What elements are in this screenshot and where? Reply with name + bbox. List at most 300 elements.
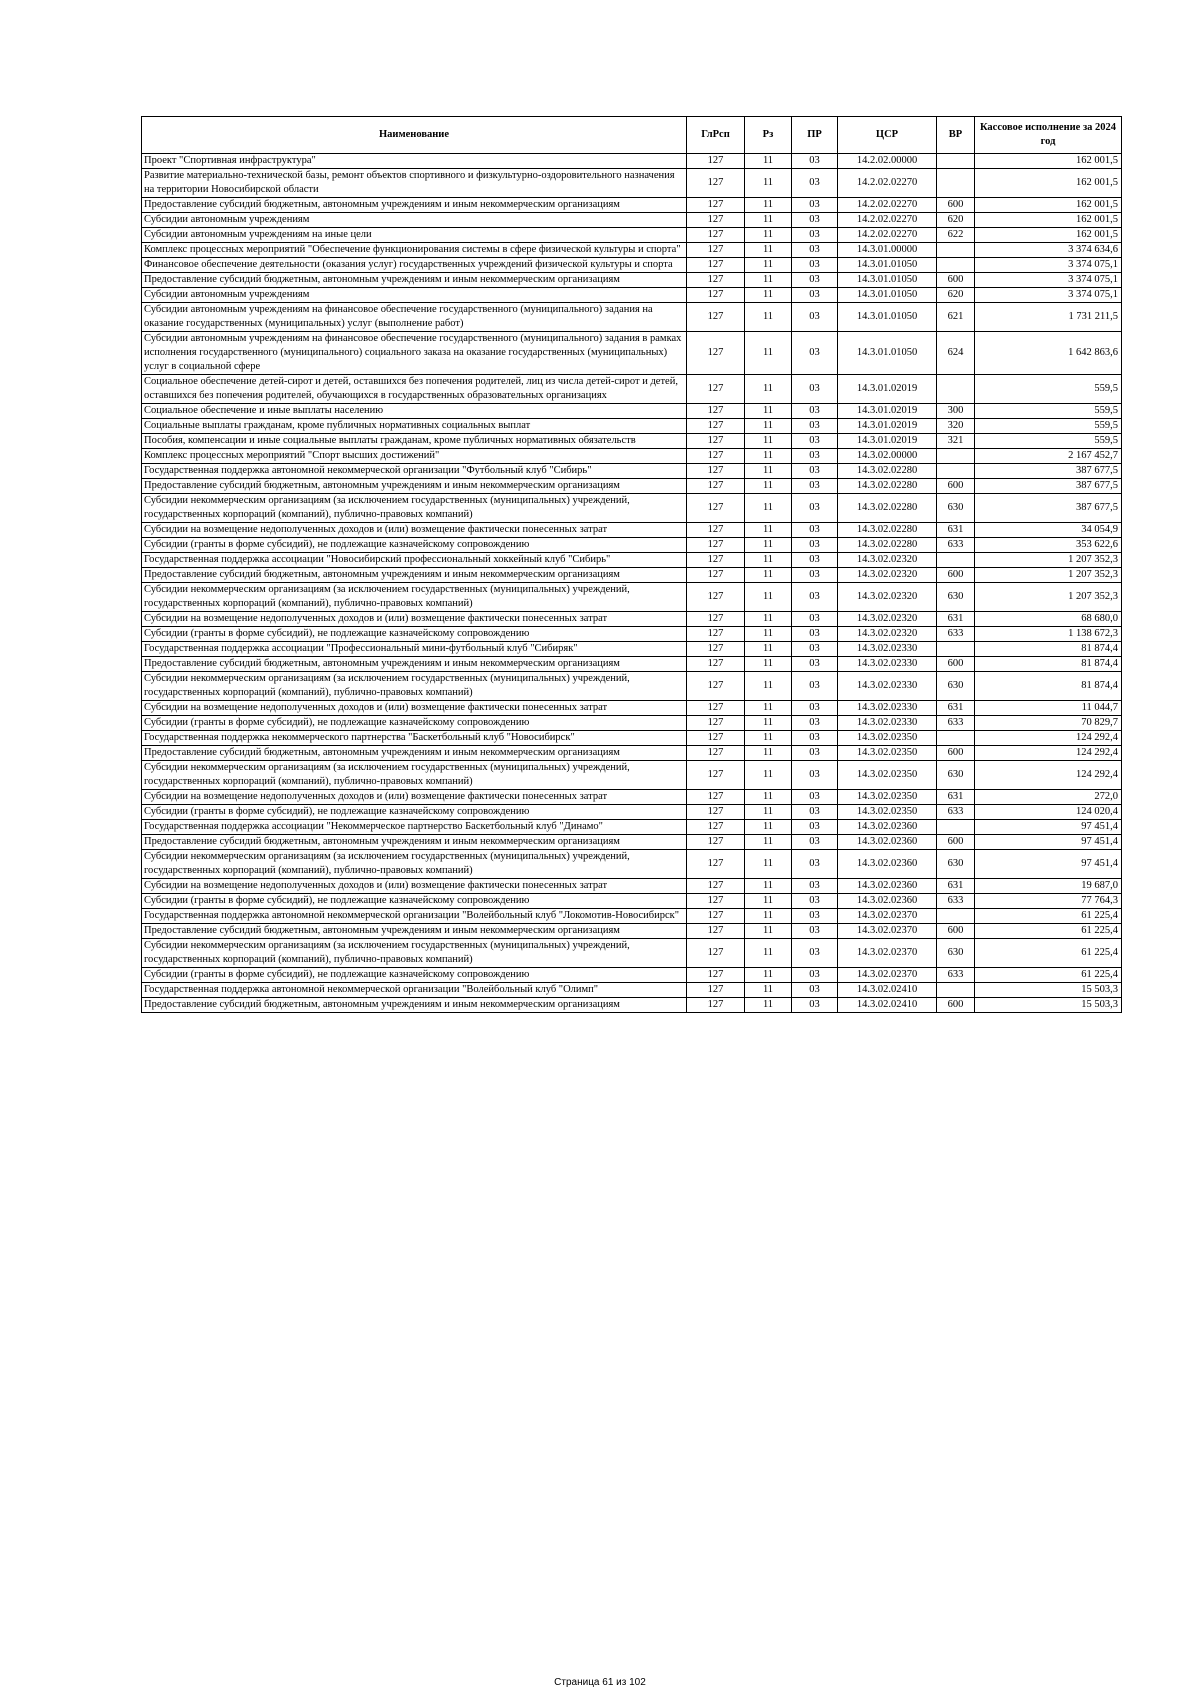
cell-vr: 624	[937, 332, 975, 375]
cell-csr: 14.3.02.02280	[838, 494, 937, 523]
cell-pr: 03	[792, 213, 838, 228]
cell-name: Государственная поддержка ассоциации "Новосибирский профессиональный хоккейный клуб "Сибирь"	[142, 553, 687, 568]
cell-name: Субсидии автономным учреждениям на финансовое обеспечение государственного (муниципального) задания на оказание государственных (муниципальных) услуг (выполнение работ)	[142, 303, 687, 332]
cell-amount: 162 001,5	[975, 228, 1122, 243]
table-header-row	[142, 117, 1122, 154]
table-row	[142, 879, 1122, 894]
cell-csr: 14.2.02.02270	[838, 228, 937, 243]
cell-name: Субсидии некоммерческим организациям (за исключением государственных (муниципальных) учреждений, государственных корпораций (компаний), публично-правовых компаний)	[142, 494, 687, 523]
cell-amount: 61 225,4	[975, 909, 1122, 924]
cell-name: Государственная поддержка автономной некоммерческой организации "Волейбольный клуб "Локомотив-Новосибирск"	[142, 909, 687, 924]
cell-rz: 11	[745, 258, 792, 273]
cell-amount: 19 687,0	[975, 879, 1122, 894]
cell-rz: 11	[745, 228, 792, 243]
cell-pr: 03	[792, 761, 838, 790]
cell-name: Субсидии на возмещение недополученных доходов и (или) возмещение фактически понесенных затрат	[142, 612, 687, 627]
cell-vr	[937, 375, 975, 404]
header-name: Наименование	[142, 117, 687, 154]
cell-vr: 600	[937, 273, 975, 288]
table-row	[142, 228, 1122, 243]
cell-glrsp: 127	[687, 213, 745, 228]
cell-rz: 11	[745, 288, 792, 303]
cell-pr: 03	[792, 568, 838, 583]
cell-glrsp: 127	[687, 198, 745, 213]
cell-glrsp: 127	[687, 538, 745, 553]
cell-glrsp: 127	[687, 642, 745, 657]
cell-csr: 14.3.02.02350	[838, 790, 937, 805]
budget-table	[141, 116, 1122, 1013]
table-row	[142, 243, 1122, 258]
cell-csr: 14.3.02.02360	[838, 850, 937, 879]
table-row	[142, 746, 1122, 761]
cell-vr	[937, 464, 975, 479]
table-row	[142, 983, 1122, 998]
cell-amount: 61 225,4	[975, 968, 1122, 983]
cell-rz: 11	[745, 198, 792, 213]
table-row	[142, 850, 1122, 879]
table-row	[142, 553, 1122, 568]
cell-amount: 353 622,6	[975, 538, 1122, 553]
cell-rz: 11	[745, 894, 792, 909]
cell-vr: 630	[937, 850, 975, 879]
cell-glrsp: 127	[687, 805, 745, 820]
cell-amount: 1 138 672,3	[975, 627, 1122, 642]
cell-name: Социальное обеспечение детей-сирот и детей, оставшихся без попечения родителей, лиц из числа детей-сирот и детей, оставшихся без попечения родителей, обучающихся в государственных образовательных организациях	[142, 375, 687, 404]
cell-vr: 631	[937, 523, 975, 538]
cell-glrsp: 127	[687, 790, 745, 805]
cell-name: Предоставление субсидий бюджетным, автономным учреждениям и иным некоммерческим организациям	[142, 924, 687, 939]
cell-pr: 03	[792, 998, 838, 1013]
cell-vr	[937, 642, 975, 657]
cell-name: Субсидии автономным учреждениям на финансовое обеспечение государственного (муниципального) задания в рамках исполнения государственного (муниципального) социального заказа на оказание государственных (муниципальных) услуг в социальной сфере	[142, 332, 687, 375]
cell-pr: 03	[792, 924, 838, 939]
cell-pr: 03	[792, 273, 838, 288]
table-row	[142, 924, 1122, 939]
table-row	[142, 273, 1122, 288]
cell-csr: 14.3.02.02320	[838, 553, 937, 568]
cell-amount: 3 374 075,1	[975, 273, 1122, 288]
cell-rz: 11	[745, 820, 792, 835]
header-rz: Рз	[745, 117, 792, 154]
cell-vr	[937, 983, 975, 998]
cell-amount: 97 451,4	[975, 835, 1122, 850]
table-row	[142, 375, 1122, 404]
cell-glrsp: 127	[687, 479, 745, 494]
cell-name: Предоставление субсидий бюджетным, автономным учреждениям и иным некоммерческим организациям	[142, 568, 687, 583]
cell-rz: 11	[745, 642, 792, 657]
cell-pr: 03	[792, 198, 838, 213]
cell-csr: 14.3.02.00000	[838, 449, 937, 464]
cell-csr: 14.3.01.01050	[838, 258, 937, 273]
cell-csr: 14.2.02.00000	[838, 154, 937, 169]
cell-glrsp: 127	[687, 404, 745, 419]
cell-name: Развитие материально-технической базы, ремонт объектов спортивного и физкультурно-оздоровительного назначения на территории Новосибирской области	[142, 169, 687, 198]
table-row	[142, 464, 1122, 479]
cell-vr	[937, 820, 975, 835]
cell-pr: 03	[792, 879, 838, 894]
cell-vr: 622	[937, 228, 975, 243]
cell-glrsp: 127	[687, 258, 745, 273]
cell-amount: 1 731 211,5	[975, 303, 1122, 332]
cell-amount: 162 001,5	[975, 169, 1122, 198]
cell-vr: 631	[937, 701, 975, 716]
cell-rz: 11	[745, 761, 792, 790]
cell-vr: 633	[937, 627, 975, 642]
cell-name: Субсидии некоммерческим организациям (за исключением государственных (муниципальных) учреждений, государственных корпораций (компаний), публично-правовых компаний)	[142, 850, 687, 879]
cell-rz: 11	[745, 494, 792, 523]
cell-pr: 03	[792, 538, 838, 553]
cell-amount: 2 167 452,7	[975, 449, 1122, 464]
table-row	[142, 731, 1122, 746]
table-body	[142, 154, 1122, 1013]
cell-csr: 14.3.02.02330	[838, 657, 937, 672]
cell-glrsp: 127	[687, 627, 745, 642]
cell-pr: 03	[792, 169, 838, 198]
cell-csr: 14.3.01.02019	[838, 404, 937, 419]
cell-vr: 600	[937, 198, 975, 213]
cell-pr: 03	[792, 303, 838, 332]
cell-csr: 14.3.01.02019	[838, 419, 937, 434]
cell-glrsp: 127	[687, 731, 745, 746]
cell-name: Комплекс процессных мероприятий "Обеспечение функционирования системы в сфере физической культуры и спорта"	[142, 243, 687, 258]
cell-name: Государственная поддержка ассоциации "Профессиональный мини-футбольный клуб "Сибиряк"	[142, 642, 687, 657]
cell-name: Субсидии автономным учреждениям	[142, 213, 687, 228]
header-glrsp: ГлРсп	[687, 117, 745, 154]
cell-rz: 11	[745, 850, 792, 879]
cell-vr: 620	[937, 288, 975, 303]
cell-vr: 630	[937, 583, 975, 612]
table-row	[142, 612, 1122, 627]
cell-glrsp: 127	[687, 273, 745, 288]
table-row	[142, 523, 1122, 538]
cell-amount: 70 829,7	[975, 716, 1122, 731]
cell-vr: 621	[937, 303, 975, 332]
cell-glrsp: 127	[687, 568, 745, 583]
cell-glrsp: 127	[687, 553, 745, 568]
cell-amount: 97 451,4	[975, 850, 1122, 879]
cell-vr: 633	[937, 716, 975, 731]
cell-glrsp: 127	[687, 228, 745, 243]
cell-csr: 14.3.02.02370	[838, 968, 937, 983]
cell-glrsp: 127	[687, 983, 745, 998]
cell-vr: 620	[937, 213, 975, 228]
cell-csr: 14.3.01.01050	[838, 303, 937, 332]
table-row	[142, 805, 1122, 820]
cell-rz: 11	[745, 243, 792, 258]
cell-csr: 14.3.02.02330	[838, 701, 937, 716]
cell-rz: 11	[745, 731, 792, 746]
table-row	[142, 672, 1122, 701]
cell-pr: 03	[792, 672, 838, 701]
cell-pr: 03	[792, 657, 838, 672]
table-row	[142, 627, 1122, 642]
cell-pr: 03	[792, 731, 838, 746]
cell-vr: 300	[937, 404, 975, 419]
cell-rz: 11	[745, 449, 792, 464]
cell-rz: 11	[745, 213, 792, 228]
cell-vr	[937, 154, 975, 169]
cell-amount: 124 292,4	[975, 746, 1122, 761]
cell-amount: 1 207 352,3	[975, 583, 1122, 612]
cell-glrsp: 127	[687, 657, 745, 672]
table-row	[142, 939, 1122, 968]
cell-name: Комплекс процессных мероприятий "Спорт высших достижений"	[142, 449, 687, 464]
cell-glrsp: 127	[687, 835, 745, 850]
cell-glrsp: 127	[687, 701, 745, 716]
cell-name: Субсидии на возмещение недополученных доходов и (или) возмещение фактически понесенных затрат	[142, 879, 687, 894]
cell-glrsp: 127	[687, 332, 745, 375]
cell-csr: 14.3.02.02280	[838, 464, 937, 479]
table-row	[142, 835, 1122, 850]
cell-amount: 61 225,4	[975, 939, 1122, 968]
cell-amount: 387 677,5	[975, 464, 1122, 479]
cell-pr: 03	[792, 228, 838, 243]
cell-glrsp: 127	[687, 449, 745, 464]
table-row	[142, 998, 1122, 1013]
cell-glrsp: 127	[687, 419, 745, 434]
cell-pr: 03	[792, 332, 838, 375]
cell-csr: 14.2.02.02270	[838, 198, 937, 213]
cell-rz: 11	[745, 538, 792, 553]
cell-rz: 11	[745, 434, 792, 449]
cell-glrsp: 127	[687, 968, 745, 983]
cell-vr: 631	[937, 612, 975, 627]
cell-pr: 03	[792, 523, 838, 538]
cell-name: Субсидии некоммерческим организациям (за исключением государственных (муниципальных) учреждений, государственных корпораций (компаний), публично-правовых компаний)	[142, 761, 687, 790]
cell-pr: 03	[792, 464, 838, 479]
cell-amount: 81 874,4	[975, 642, 1122, 657]
table-row	[142, 288, 1122, 303]
cell-amount: 559,5	[975, 419, 1122, 434]
cell-vr: 631	[937, 879, 975, 894]
cell-amount: 15 503,3	[975, 998, 1122, 1013]
cell-pr: 03	[792, 612, 838, 627]
cell-vr: 321	[937, 434, 975, 449]
page-number: Страница 61 из 102	[554, 1677, 646, 1688]
cell-amount: 124 020,4	[975, 805, 1122, 820]
table-row	[142, 538, 1122, 553]
cell-pr: 03	[792, 449, 838, 464]
cell-csr: 14.3.02.02330	[838, 672, 937, 701]
cell-rz: 11	[745, 523, 792, 538]
cell-rz: 11	[745, 657, 792, 672]
cell-amount: 162 001,5	[975, 154, 1122, 169]
cell-name: Предоставление субсидий бюджетным, автономным учреждениям и иным некоммерческим организациям	[142, 479, 687, 494]
cell-vr: 600	[937, 746, 975, 761]
cell-glrsp: 127	[687, 583, 745, 612]
table-row	[142, 169, 1122, 198]
cell-amount: 162 001,5	[975, 213, 1122, 228]
cell-rz: 11	[745, 716, 792, 731]
cell-pr: 03	[792, 419, 838, 434]
table-row	[142, 479, 1122, 494]
cell-glrsp: 127	[687, 154, 745, 169]
cell-csr: 14.3.02.02280	[838, 523, 937, 538]
cell-rz: 11	[745, 805, 792, 820]
cell-pr: 03	[792, 494, 838, 523]
cell-csr: 14.3.02.02410	[838, 983, 937, 998]
cell-name: Субсидии некоммерческим организациям (за исключением государственных (муниципальных) учреждений, государственных корпораций (компаний), публично-правовых компаний)	[142, 583, 687, 612]
cell-amount: 559,5	[975, 404, 1122, 419]
cell-name: Субсидии (гранты в форме субсидий), не подлежащие казначейскому сопровождению	[142, 894, 687, 909]
cell-name: Субсидии автономным учреждениям на иные цели	[142, 228, 687, 243]
cell-glrsp: 127	[687, 464, 745, 479]
table-row	[142, 968, 1122, 983]
cell-vr	[937, 449, 975, 464]
cell-pr: 03	[792, 243, 838, 258]
cell-glrsp: 127	[687, 894, 745, 909]
table-row	[142, 303, 1122, 332]
table-row	[142, 449, 1122, 464]
cell-pr: 03	[792, 479, 838, 494]
cell-amount: 387 677,5	[975, 494, 1122, 523]
cell-csr: 14.3.02.02350	[838, 805, 937, 820]
cell-vr	[937, 169, 975, 198]
cell-csr: 14.3.02.02280	[838, 479, 937, 494]
cell-vr: 320	[937, 419, 975, 434]
cell-amount: 3 374 075,1	[975, 258, 1122, 273]
cell-amount: 81 874,4	[975, 657, 1122, 672]
cell-glrsp: 127	[687, 761, 745, 790]
cell-pr: 03	[792, 939, 838, 968]
cell-amount: 559,5	[975, 375, 1122, 404]
cell-amount: 68 680,0	[975, 612, 1122, 627]
cell-pr: 03	[792, 434, 838, 449]
cell-amount: 1 207 352,3	[975, 568, 1122, 583]
table-row	[142, 820, 1122, 835]
cell-csr: 14.3.02.02320	[838, 612, 937, 627]
cell-name: Субсидии (гранты в форме субсидий), не подлежащие казначейскому сопровождению	[142, 627, 687, 642]
cell-csr: 14.3.02.02410	[838, 998, 937, 1013]
table-row	[142, 909, 1122, 924]
cell-pr: 03	[792, 894, 838, 909]
cell-pr: 03	[792, 746, 838, 761]
cell-glrsp: 127	[687, 820, 745, 835]
cell-amount: 3 374 075,1	[975, 288, 1122, 303]
cell-csr: 14.2.02.02270	[838, 213, 937, 228]
cell-glrsp: 127	[687, 909, 745, 924]
cell-vr: 600	[937, 479, 975, 494]
header-pr: ПР	[792, 117, 838, 154]
cell-csr: 14.3.02.02360	[838, 820, 937, 835]
table-row	[142, 213, 1122, 228]
cell-csr: 14.3.02.02320	[838, 583, 937, 612]
cell-rz: 11	[745, 909, 792, 924]
table-row	[142, 701, 1122, 716]
cell-csr: 14.3.02.02360	[838, 894, 937, 909]
cell-vr	[937, 258, 975, 273]
cell-glrsp: 127	[687, 375, 745, 404]
header-amount: Кассовое исполнение за 2024 год	[975, 117, 1122, 154]
cell-pr: 03	[792, 553, 838, 568]
cell-amount: 15 503,3	[975, 983, 1122, 998]
table-row	[142, 716, 1122, 731]
cell-vr: 630	[937, 761, 975, 790]
cell-rz: 11	[745, 998, 792, 1013]
table-row	[142, 583, 1122, 612]
header-vr: ВР	[937, 117, 975, 154]
cell-csr: 14.3.02.02320	[838, 568, 937, 583]
table-row	[142, 642, 1122, 657]
cell-name: Предоставление субсидий бюджетным, автономным учреждениям и иным некоммерческим организациям	[142, 198, 687, 213]
cell-name: Субсидии (гранты в форме субсидий), не подлежащие казначейскому сопровождению	[142, 716, 687, 731]
cell-amount: 97 451,4	[975, 820, 1122, 835]
cell-pr: 03	[792, 790, 838, 805]
cell-name: Пособия, компенсации и иные социальные выплаты гражданам, кроме публичных нормативных обязательств	[142, 434, 687, 449]
cell-amount: 1 207 352,3	[975, 553, 1122, 568]
cell-vr: 600	[937, 568, 975, 583]
cell-csr: 14.3.01.01050	[838, 288, 937, 303]
table-row	[142, 568, 1122, 583]
cell-csr: 14.3.02.02370	[838, 924, 937, 939]
cell-vr: 630	[937, 494, 975, 523]
cell-pr: 03	[792, 835, 838, 850]
cell-rz: 11	[745, 701, 792, 716]
cell-vr: 633	[937, 538, 975, 553]
cell-rz: 11	[745, 746, 792, 761]
cell-vr	[937, 731, 975, 746]
cell-rz: 11	[745, 553, 792, 568]
cell-rz: 11	[745, 583, 792, 612]
table-row	[142, 761, 1122, 790]
cell-amount: 1 642 863,6	[975, 332, 1122, 375]
cell-vr: 600	[937, 657, 975, 672]
table-row	[142, 258, 1122, 273]
cell-csr: 14.3.02.02330	[838, 716, 937, 731]
cell-csr: 14.3.02.02320	[838, 627, 937, 642]
cell-vr: 630	[937, 672, 975, 701]
cell-csr: 14.3.01.02019	[838, 434, 937, 449]
table-row	[142, 494, 1122, 523]
cell-name: Государственная поддержка автономной некоммерческой организации "Футбольный клуб "Сибирь"	[142, 464, 687, 479]
cell-amount: 387 677,5	[975, 479, 1122, 494]
cell-pr: 03	[792, 375, 838, 404]
cell-name: Предоставление субсидий бюджетным, автономным учреждениям и иным некоммерческим организациям	[142, 835, 687, 850]
cell-amount: 124 292,4	[975, 731, 1122, 746]
cell-name: Государственная поддержка некоммерческого партнерства "Баскетбольный клуб "Новосибирск"	[142, 731, 687, 746]
cell-pr: 03	[792, 404, 838, 419]
cell-pr: 03	[792, 909, 838, 924]
cell-csr: 14.3.01.00000	[838, 243, 937, 258]
table-row	[142, 419, 1122, 434]
cell-name: Субсидии на возмещение недополученных доходов и (или) возмещение фактически понесенных затрат	[142, 701, 687, 716]
table-row	[142, 404, 1122, 419]
cell-pr: 03	[792, 968, 838, 983]
cell-name: Субсидии некоммерческим организациям (за исключением государственных (муниципальных) учреждений, государственных корпораций (компаний), публично-правовых компаний)	[142, 939, 687, 968]
table-row	[142, 154, 1122, 169]
cell-name: Финансовое обеспечение деятельности (оказания услуг) государственных учреждений физической культуры и спорта	[142, 258, 687, 273]
cell-glrsp: 127	[687, 494, 745, 523]
cell-vr: 633	[937, 805, 975, 820]
cell-csr: 14.3.02.02330	[838, 642, 937, 657]
cell-pr: 03	[792, 701, 838, 716]
cell-pr: 03	[792, 716, 838, 731]
cell-amount: 61 225,4	[975, 924, 1122, 939]
cell-pr: 03	[792, 820, 838, 835]
cell-csr: 14.3.02.02370	[838, 939, 937, 968]
cell-vr: 631	[937, 790, 975, 805]
cell-csr: 14.3.02.02350	[838, 761, 937, 790]
cell-glrsp: 127	[687, 746, 745, 761]
table-row	[142, 332, 1122, 375]
cell-vr: 600	[937, 998, 975, 1013]
cell-pr: 03	[792, 642, 838, 657]
cell-vr	[937, 553, 975, 568]
cell-vr	[937, 909, 975, 924]
cell-rz: 11	[745, 672, 792, 701]
cell-glrsp: 127	[687, 288, 745, 303]
header-csr: ЦСР	[838, 117, 937, 154]
